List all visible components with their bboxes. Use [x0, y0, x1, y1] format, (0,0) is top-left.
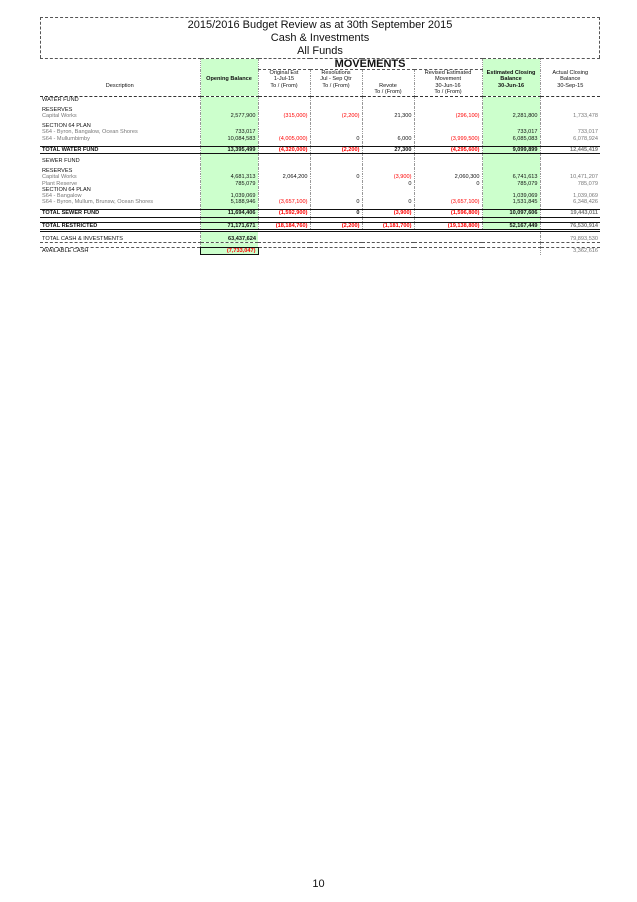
resolutions-header-3: To / (From) — [310, 83, 362, 89]
resolutions-header-1: Resolutions — [310, 70, 362, 77]
table-row: S64 - Byron, Bangalow, Ocean Shores 733,017 733,017 733,017 — [42, 129, 599, 136]
movements-label: MOVEMENTS — [258, 59, 482, 70]
opening-balance-header: Opening Balance — [200, 76, 258, 82]
actual-closing-header-2: Balance — [540, 76, 600, 82]
resolutions-header-2: Jul - Sep Qtr — [310, 76, 362, 82]
available-cash-row: AVAILABLE CASH (7,733,047) 3,362,616 — [42, 248, 599, 255]
column-header-row-4 — [40, 89, 600, 96]
sewer-total-row: TOTAL SEWER FUND 11,694,406 (1,592,900) 0 (3,900) (1,596,800) 10,097,606 19,443,011 — [42, 210, 599, 217]
sewer-fund-heading: SEWER FUND — [42, 158, 80, 165]
table-row: S64 - Bangalow 1,039,069 1,039,069 1,039,069 — [42, 193, 599, 200]
page-number: 10 — [312, 878, 325, 890]
revote-header-1: Revote — [362, 83, 414, 89]
cash-investments-table — [40, 58, 600, 255]
sewer-reserves-heading: RESERVES — [42, 168, 73, 175]
table-row: Capital Works 2,577,900 (315,000) (2,200) 21,300 (296,100) 2,281,800 1,733,478 — [42, 113, 599, 120]
revote-header-2: To / (From) — [362, 89, 414, 96]
estimated-closing-header-3: 30-Jun-16 — [482, 83, 540, 89]
original-est-header-1: Original Est — [258, 70, 310, 77]
revised-header-3: 30-Jun-16 — [414, 83, 482, 89]
description-header: Description — [105, 82, 134, 89]
total-restricted-row: TOTAL RESTRICTED 71,171,671 (18,184,760) (2,200) (1,181,700) (19,138,800) 52,167,449 76,530,914 — [42, 222, 599, 229]
sewer-s64-heading: SECTION 64 PLAN — [42, 186, 91, 193]
original-est-header-2: 1-Jul-15 — [258, 76, 310, 82]
section-heading-row — [40, 96, 600, 103]
water-reserves-heading: RESERVES — [42, 106, 73, 113]
report-title-block — [40, 17, 600, 58]
water-total-row: TOTAL WATER FUND 13,395,499 (4,320,000) (2,200) 27,300 (4,295,600) 9,099,899 12,445,419 — [42, 146, 599, 153]
movements-header-row — [40, 59, 600, 70]
column-header-row-1 — [40, 70, 600, 77]
total-cash-row: TOTAL CASH & INVESTMENTS 63,437,624 79,893,530 — [42, 235, 599, 242]
report-scope: All Funds — [297, 45, 343, 57]
table-row: S64 - Byron, Mullum, Brunsw, Ocean Shores 5,188,946 (3,657,100) 0 0 (3,657,100) 1,531,845 6,348,426 — [42, 199, 599, 206]
report-page — [40, 17, 600, 255]
estimated-closing-header-1: Estimated Closing — [482, 70, 540, 77]
revised-header-4: To / (From) — [414, 89, 482, 96]
revised-header-2: Movement — [414, 76, 482, 82]
original-est-header-3: To / (From) — [258, 83, 310, 89]
report-subtitle: Cash & Investments — [270, 32, 370, 44]
actual-closing-header-1: Actual Closing — [540, 70, 600, 77]
table-row: Capital Works 4,681,313 2,064,200 0 (3,900) 2,060,300 6,741,613 10,471,207 — [42, 174, 599, 181]
table-row: S64 - Mullumbimby 10,084,583 (4,005,000) 0 6,000 (3,999,500) 6,085,083 6,078,924 — [42, 135, 599, 142]
estimated-closing-header-2: Balance — [482, 76, 540, 82]
water-s64-heading: SECTION 64 PLAN — [42, 123, 91, 130]
actual-closing-header-3: 30-Sep-15 — [540, 83, 600, 89]
table-row: Plant Reserve 785,079 0 0 785,079 785,079 — [42, 180, 599, 187]
water-fund-heading: WATER FUND — [42, 96, 79, 103]
revised-header-1: Revised Estimated — [414, 70, 482, 77]
report-title: 2015/2016 Budget Review as at 30th September 2015 — [187, 19, 453, 31]
